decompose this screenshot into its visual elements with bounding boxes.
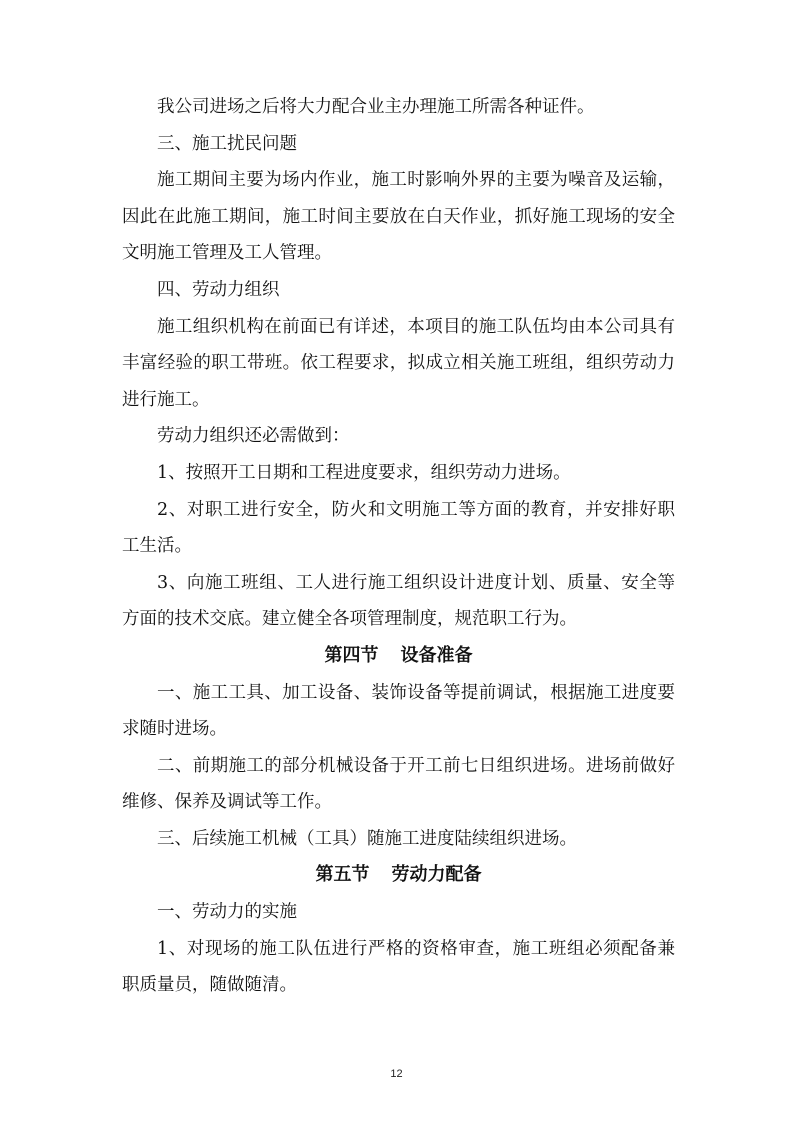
paragraph: 劳动力组织还必需做到： (157, 426, 350, 447)
paragraph: 三、后续施工机械（工具）随施工进度陆续组织进场。 (157, 828, 577, 849)
list-item: 3、向施工班组、工人进行施工组织设计进度计划、质量、安全等方面的技术交底。建立健全各项管理制度，规范职工行为。 (122, 572, 675, 630)
page-number: 12 (390, 1068, 403, 1080)
list-item: 2、对职工进行安全，防火和文明施工等方面的教育，并安排好职工生活。 (122, 499, 675, 557)
section-number: 第五节 (315, 864, 370, 886)
subheading-labor-implementation: 一、劳动力的实施 (157, 902, 297, 923)
paragraph: 一、施工工具、加工设备、装饰设备等提前调试，根据施工进度要求随时进场。 (122, 682, 675, 740)
section-heading-equipment (122, 638, 675, 675)
subheading-labor-organization: 四、劳动力组织 (157, 279, 280, 300)
paragraph: 我公司进场之后将大力配合业主办理施工所需各种证件。 (157, 97, 595, 117)
section-heading-labor (122, 857, 675, 894)
subheading-disturbance: 三、施工扰民问题 (157, 133, 297, 154)
paragraph: 施工期间主要为场内作业，施工时影响外界的主要为噪音及运输，因此在此施工期间，施工时间主要放在白天作业，抓好施工现场的安全文明施工管理及工人管理。 (122, 170, 675, 264)
paragraph: 二、前期施工的部分机械设备于开工前七日组织进场。进场前做好维修、保养及调试等工作。 (122, 755, 675, 813)
section-number: 第四节 (324, 644, 379, 666)
page-content (122, 89, 675, 1004)
list-item: 1、按照开工日期和工程进度要求，组织劳动力进场。 (157, 462, 571, 483)
section-title: 设备准备 (400, 644, 473, 666)
list-item: 1、对现场的施工队伍进行严格的资格审查，施工班组必须配备兼职质量员，随做随清。 (122, 938, 675, 996)
section-title: 劳动力配备 (391, 864, 482, 886)
paragraph: 施工组织机构在前面已有详述，本项目的施工队伍均由本公司具有丰富经验的职工带班。依工程要求，拟成立相关施工班组，组织劳动力进行施工。 (122, 316, 675, 410)
